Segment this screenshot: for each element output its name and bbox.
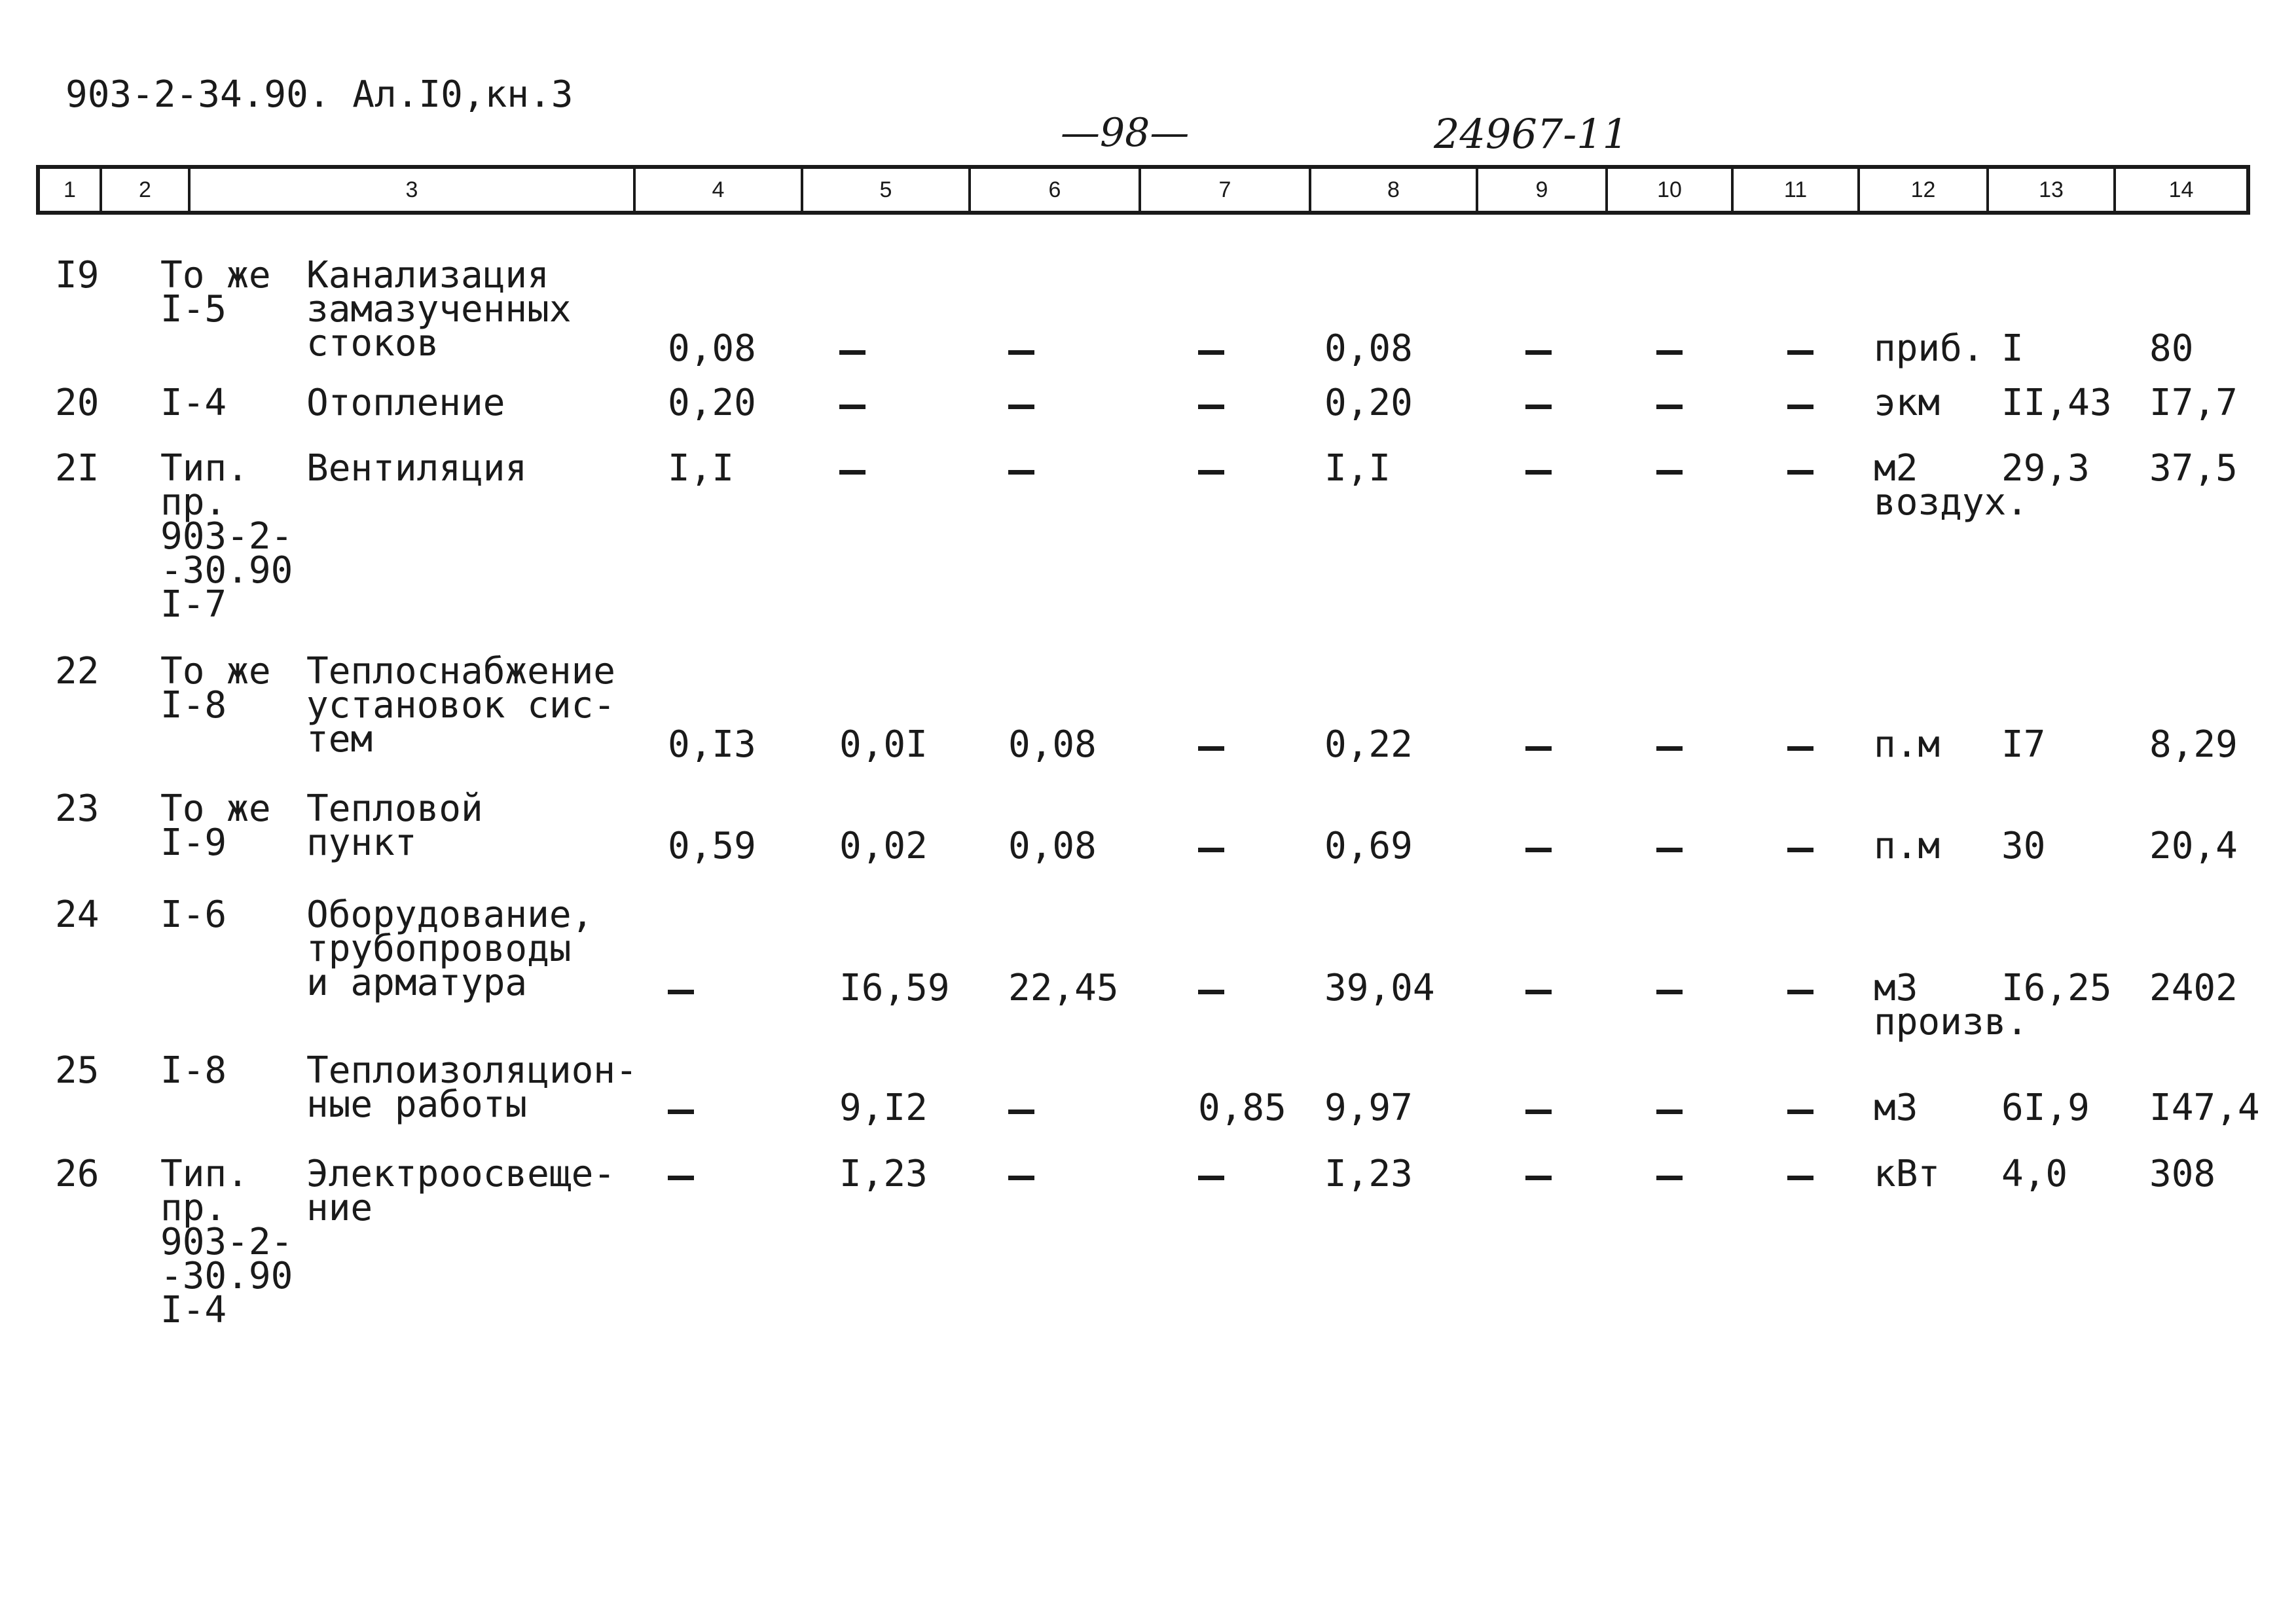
value-cell: 6I,9 (2001, 1087, 2090, 1129)
row-number: 22 (55, 650, 100, 693)
empty-value-dash (668, 1176, 694, 1180)
row-number: 25 (55, 1049, 100, 1092)
row-reference: То же I-5 (160, 254, 271, 331)
document-code: 903-2-34.90. Ал.I0,кн.3 (65, 73, 574, 116)
column-number: 1 (40, 169, 102, 211)
unit-cell: экм (1874, 382, 1941, 424)
unit-cell: кВт (1874, 1153, 1941, 1195)
empty-value-dash (1525, 470, 1552, 475)
empty-value-dash (1198, 746, 1224, 751)
empty-value-dash (1008, 470, 1034, 475)
value-cell: I7,7 (2149, 382, 2238, 424)
value-cell: 4,0 (2001, 1153, 2068, 1195)
column-number: 7 (1141, 169, 1311, 211)
empty-value-dash (1008, 1176, 1034, 1180)
value-cell: 30 (2001, 825, 2046, 867)
empty-value-dash (1525, 350, 1552, 355)
row-name: Оборудование, трубопроводы и арматура (306, 893, 594, 1004)
empty-value-dash (1008, 350, 1034, 355)
value-cell: I6,25 (2001, 967, 2112, 1009)
value-cell: 0,69 (1324, 825, 1413, 867)
column-number: 8 (1311, 169, 1478, 211)
value-cell: 0,I3 (668, 723, 756, 766)
empty-value-dash (668, 990, 694, 994)
row-name: Отопление (306, 382, 505, 424)
column-number: 13 (1989, 169, 2116, 211)
value-cell: 2402 (2149, 967, 2238, 1009)
row-number: 24 (55, 893, 100, 936)
row-reference: То же I-8 (160, 650, 271, 727)
value-cell: 80 (2149, 327, 2194, 370)
empty-value-dash (1198, 350, 1224, 355)
column-number: 12 (1860, 169, 1989, 211)
value-cell: 39,04 (1324, 967, 1435, 1009)
empty-value-dash (1787, 1110, 1813, 1114)
row-name: Вентиляция (306, 447, 528, 490)
empty-value-dash (1525, 990, 1552, 994)
value-cell: 0,20 (668, 382, 756, 424)
empty-value-dash (839, 350, 866, 355)
row-reference: Тип. пр. 903-2- -30.90 I-4 (160, 1153, 293, 1331)
empty-value-dash (1656, 1110, 1683, 1114)
empty-value-dash (1787, 405, 1813, 409)
value-cell: 0,08 (1008, 723, 1097, 766)
column-number: 5 (803, 169, 971, 211)
value-cell: 20,4 (2149, 825, 2238, 867)
unit-cell: м2 воздух. (1874, 447, 2029, 524)
value-cell: 9,97 (1324, 1087, 1413, 1129)
row-reference: I-6 (160, 893, 227, 936)
value-cell: 0,08 (1008, 825, 1097, 867)
value-cell: 29,3 (2001, 447, 2090, 490)
value-cell: I6,59 (839, 967, 950, 1009)
row-number: 23 (55, 787, 100, 830)
column-number: 2 (102, 169, 191, 211)
row-number: 26 (55, 1153, 100, 1195)
value-cell: 0,20 (1324, 382, 1413, 424)
empty-value-dash (1525, 1176, 1552, 1180)
row-name: Канализация замазученных стоков (306, 254, 572, 365)
empty-value-dash (1008, 405, 1034, 409)
inventory-number: 24967-11 (1434, 110, 1629, 158)
value-cell: 0,85 (1198, 1087, 1286, 1129)
column-number: 3 (191, 169, 636, 211)
row-name: Тепловой пункт (306, 787, 483, 864)
empty-value-dash (1656, 470, 1683, 475)
row-reference: То же I-9 (160, 787, 271, 864)
row-reference: Тип. пр. 903-2- -30.90 I-7 (160, 447, 293, 626)
value-cell: I47,4 (2149, 1087, 2260, 1129)
empty-value-dash (1787, 848, 1813, 852)
column-number-header (36, 165, 2250, 215)
row-name: Электроосвеще- ние (306, 1153, 616, 1229)
unit-cell: м3 (1874, 1087, 1918, 1129)
column-number: 14 (2168, 177, 2194, 202)
empty-value-dash (1656, 350, 1683, 355)
unit-cell: п.м (1874, 825, 1941, 867)
empty-value-dash (1656, 1176, 1683, 1180)
empty-value-dash (1525, 405, 1552, 409)
value-cell: I,23 (1324, 1153, 1413, 1195)
value-cell: 0,59 (668, 825, 756, 867)
value-cell: I (2001, 327, 2024, 370)
empty-value-dash (1008, 1110, 1034, 1114)
value-cell: II,43 (2001, 382, 2112, 424)
row-reference: I-8 (160, 1049, 227, 1092)
column-number: 4 (636, 169, 803, 211)
empty-value-dash (668, 1110, 694, 1114)
row-name: Теплоизоляцион- ные работы (306, 1049, 638, 1126)
unit-cell: м3 произв. (1874, 967, 2029, 1043)
column-number: 11 (1734, 169, 1860, 211)
empty-value-dash (1787, 990, 1813, 994)
value-cell: 9,I2 (839, 1087, 928, 1129)
value-cell: I,23 (839, 1153, 928, 1195)
value-cell: 0,0I (839, 723, 928, 766)
value-cell: 8,29 (2149, 723, 2238, 766)
empty-value-dash (839, 405, 866, 409)
empty-value-dash (1198, 848, 1224, 852)
value-cell: I,I (668, 447, 735, 490)
empty-value-dash (1198, 470, 1224, 475)
empty-value-dash (1656, 848, 1683, 852)
empty-value-dash (1525, 848, 1552, 852)
value-cell: 22,45 (1008, 967, 1119, 1009)
row-reference: I-4 (160, 382, 227, 424)
row-number: I9 (55, 254, 100, 297)
row-name: Теплоснабжение установок сис- тем (306, 650, 616, 761)
empty-value-dash (1525, 1110, 1552, 1114)
column-number: 6 (971, 169, 1141, 211)
unit-cell: приб. (1874, 327, 1984, 370)
empty-value-dash (1656, 746, 1683, 751)
empty-value-dash (1198, 990, 1224, 994)
value-cell: I,I (1324, 447, 1391, 490)
empty-value-dash (1198, 1176, 1224, 1180)
empty-value-dash (1656, 405, 1683, 409)
value-cell: 37,5 (2149, 447, 2238, 490)
empty-value-dash (1787, 1176, 1813, 1180)
value-cell: I7 (2001, 723, 2046, 766)
empty-value-dash (1787, 470, 1813, 475)
empty-value-dash (1656, 990, 1683, 994)
column-number: 10 (1608, 169, 1734, 211)
column-number: 9 (1478, 169, 1608, 211)
unit-cell: п.м (1874, 723, 1941, 766)
value-cell: 308 (2149, 1153, 2216, 1195)
empty-value-dash (839, 470, 866, 475)
value-cell: 0,08 (1324, 327, 1413, 370)
empty-value-dash (1787, 746, 1813, 751)
value-cell: 0,22 (1324, 723, 1413, 766)
row-number: 2I (55, 447, 100, 490)
value-cell: 0,08 (668, 327, 756, 370)
row-number: 20 (55, 382, 100, 424)
empty-value-dash (1787, 350, 1813, 355)
value-cell: 0,02 (839, 825, 928, 867)
empty-value-dash (1525, 746, 1552, 751)
empty-value-dash (1198, 405, 1224, 409)
page-number: —98— (1061, 110, 1190, 156)
